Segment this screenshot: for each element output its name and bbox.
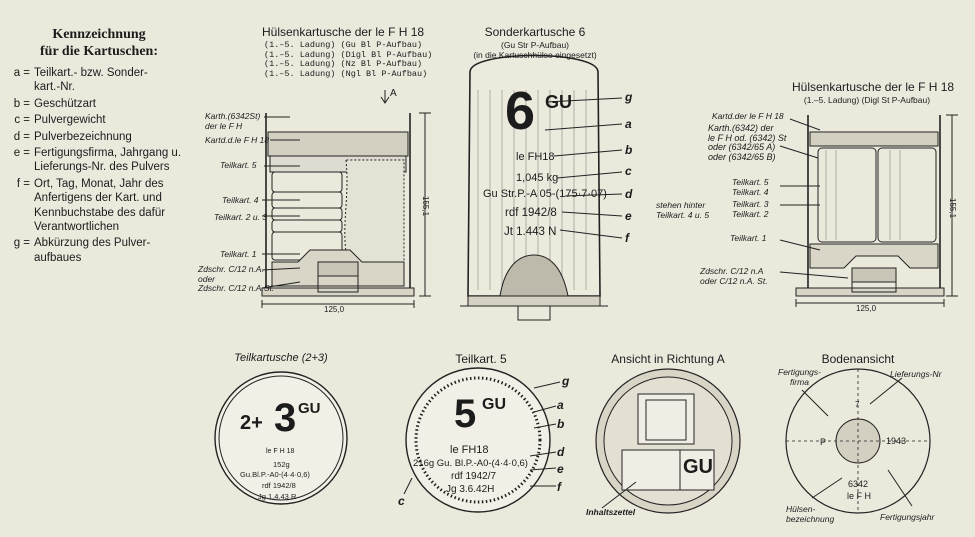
- fig2-letter-a: a: [625, 117, 632, 131]
- fig3-dim-width: 125,0: [856, 304, 877, 313]
- fig5-letter-c: c: [398, 494, 405, 508]
- fig1-label-teilkart23: Teilkart. 2 u. 3: [214, 212, 268, 222]
- fig5-letter-d: d: [557, 445, 565, 459]
- fig5-line-4: Jg 3.6.42H: [446, 484, 495, 495]
- fig5-letter-a: a: [557, 398, 564, 412]
- fig1-arrow-label: A: [390, 88, 397, 99]
- legend-key: d =: [13, 130, 30, 143]
- legend-title-line1: Kennzeichnung: [52, 27, 146, 42]
- fig3-label-kartd: Kartd.der le F H 18: [712, 111, 784, 121]
- fig2-letter-g: g: [625, 90, 633, 104]
- legend-title-line2: für die Kartuschen:: [40, 44, 158, 59]
- fig4-big: 3: [274, 396, 297, 440]
- fig5-letter-g: g: [562, 374, 570, 388]
- fig2-letter-c: c: [625, 164, 632, 178]
- fig4-line-1: le F H 18: [266, 448, 295, 455]
- fig5-title: Teilkart. 5: [455, 352, 507, 366]
- fig2-line-4: rdf 1942/8: [505, 207, 557, 219]
- fig1-label-karth: Karth.(6342St) der le F H: [205, 111, 261, 131]
- fig5-line-3: rdf 1942/7: [451, 471, 497, 482]
- legend-text: Ort, Tag, Monat, Jahr des Anfertigens der Kart. und Kennbuchstabe des dafür Verantwortlichen: [34, 177, 166, 234]
- fig2-line-1: le FH18: [516, 151, 555, 163]
- legend-text: Fertigungsfirma, Jahrgang u. Lieferungs-Nr. des Pulvers: [34, 147, 182, 174]
- legend-text: Pulvergewicht: [34, 114, 106, 127]
- fig4-line-2: 152g: [273, 460, 290, 469]
- fig2-line-3: Gu Str.P.-A 05-(175·7·07): [483, 188, 607, 200]
- fig7-seven: 7: [855, 400, 860, 409]
- fig1-label-kartd: Kartd.d.le F H 18: [205, 135, 270, 145]
- fig7-p: P: [820, 437, 827, 447]
- fig2-line-5: Jt 1.443 N: [504, 226, 557, 238]
- fig5-big: 5: [454, 392, 477, 436]
- fig1-title: Hülsenkartusche der le F H 18: [262, 25, 425, 39]
- fig3-label-zdschr: Zdschr. C/12 n.A oder C/12 n.A. St.: [700, 266, 768, 286]
- fig5-gu: GU: [482, 396, 506, 413]
- fig2-subtitle: (Gu Str P-Aufbau) (in die Kartuschhülse eingesetzt): [473, 40, 597, 60]
- fig7-year: 1943: [886, 436, 907, 446]
- legend-text: Geschützart: [34, 97, 96, 110]
- fig3-cartridge-drawing: [780, 115, 958, 307]
- fig2-title: Sonderkartusche 6: [484, 25, 586, 39]
- fig4-line-3: Gu.Bl.P.-A0-(4·4·0,6): [240, 470, 310, 479]
- fig6-title: Ansicht in Richtung A: [611, 352, 725, 366]
- fig7-lefh: le F H: [847, 491, 872, 501]
- fig7-title: Bodenansicht: [821, 352, 895, 366]
- fig4-gu: GU: [298, 400, 321, 417]
- fig4-title: Teilkartusche (2+3): [234, 352, 328, 364]
- fig1-label-teilkart4: Teilkart. 4: [222, 195, 259, 205]
- fig1-label-zdschr: Zdschr. C/12 n.A. oder Zdschr. C/12 n.A.St.: [198, 264, 275, 293]
- fig4-pre: 2+: [240, 412, 263, 434]
- fig7-label-huelsen: Hülsen- bezeichnung: [786, 504, 835, 524]
- legend-key: e =: [13, 147, 30, 160]
- fig3-subtitle: (1.–5. Ladung) (Digl St P-Aufbau): [803, 95, 931, 105]
- legend-key: c =: [14, 114, 30, 127]
- fig2-line-2: 1,045 kg: [516, 172, 559, 184]
- fig3-label-karth: Karth.(6342) der le F H od. (6342) St oder (6342/65 A) oder (6342/65 B): [708, 123, 787, 162]
- fig5-line-1: le FH18: [450, 444, 489, 456]
- fig3-label-teilkart32: Teilkart. 3 Teilkart. 2: [732, 199, 769, 219]
- fig3-title: Hülsenkartusche der le F H 18: [792, 80, 955, 94]
- fig5-letter-b: b: [557, 417, 565, 431]
- legend-text: Abkürzung des Pulver- aufbaues: [34, 237, 151, 264]
- fig7-label-lieferung: Lieferungs-Nr: [890, 369, 942, 379]
- fig1-variants: (1.–5. Ladung) (Gu Bl P-Aufbau) (1.–5. Ladung) (Digl Bl P-Aufbau) (1.–5. Ladung) (Nz Bl P-Aufbau) (1.–5. Ladung) (Ngl Bl P-Aufbau): [264, 40, 433, 79]
- legend-key: g =: [13, 237, 30, 250]
- legend-key: f =: [16, 177, 30, 190]
- fig5-line-2: 216g Gu. Bl.P.-A0-(4·4·0,6): [413, 458, 528, 469]
- fig1-cartridge-drawing: [262, 90, 431, 308]
- fig7-label-fertigungsjahr: Fertigungsjahr: [880, 512, 935, 522]
- fig2-letter-d: d: [625, 187, 633, 201]
- fig3-label-teilkart54: Teilkart. 5 Teilkart. 4: [732, 177, 769, 197]
- legend-key: a =: [13, 67, 30, 79]
- fig1-label-teilkart5: Teilkart. 5: [220, 160, 257, 170]
- legend-key: b =: [13, 97, 30, 110]
- fig5-letter-f: f: [557, 480, 561, 494]
- fig1-label-teilkart1: Teilkart. 1: [220, 249, 257, 259]
- fig5-letter-e: e: [557, 462, 564, 476]
- fig1-dim-width: 125,0: [324, 305, 345, 314]
- fig4-line-4: rdf 1942/8: [262, 481, 296, 490]
- fig2-letter-f: f: [625, 231, 629, 245]
- fig2-big-number: 6: [505, 81, 536, 141]
- fig3-label-teilkart1: Teilkart. 1: [730, 233, 767, 243]
- fig7-label-firma: Fertigungs- firma: [778, 367, 821, 387]
- legend-text: Pulverbezeichnung: [34, 130, 132, 143]
- legend-text: Teilkart.- bzw. Sonder- kart.-Nr.: [34, 67, 148, 94]
- fig2-letter-b: b: [625, 143, 633, 157]
- fig7-code: 6342: [848, 479, 869, 489]
- fig6-gu: GU: [683, 456, 713, 478]
- fig4-line-5: Jg 1.4.43 R: [258, 492, 297, 501]
- fig6-drawing: [596, 369, 740, 513]
- fig6-label-inhaltszettel: Inhaltszettel: [586, 507, 636, 517]
- fig2-gu: GU: [545, 92, 572, 112]
- fig2-letter-e: e: [625, 209, 632, 223]
- fig3-dim-height: 155,1: [948, 198, 957, 219]
- fig1-dim-height: 155,1: [421, 196, 430, 217]
- fig3-label-stehen: stehen hinter Teilkart. 4 u. 5: [656, 200, 710, 220]
